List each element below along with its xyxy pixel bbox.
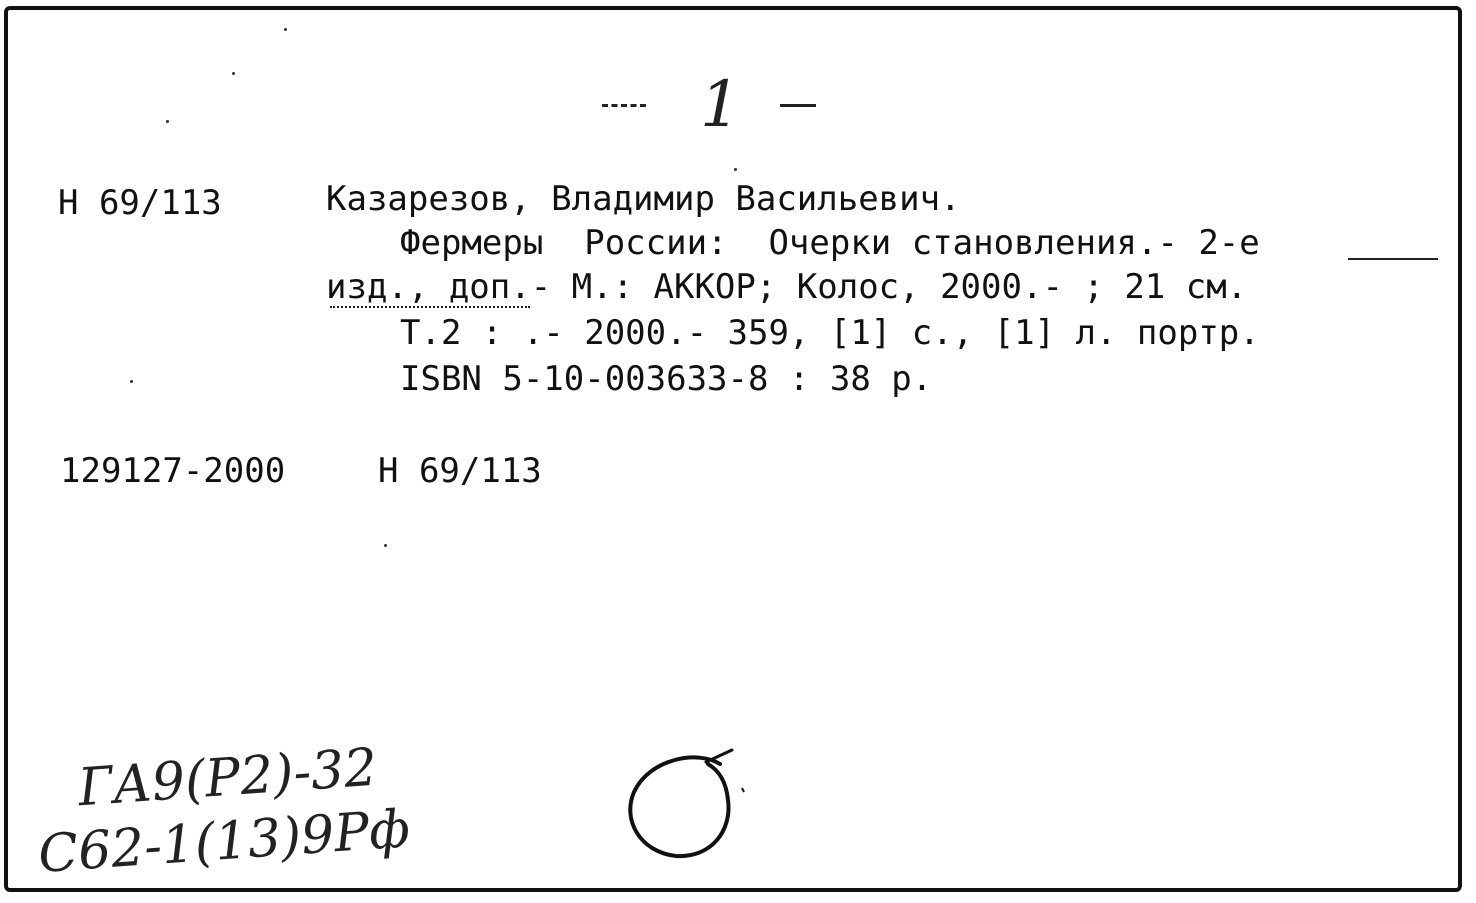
page-dash-right <box>780 104 816 107</box>
shelf-mark-bottom: Н 69/113 <box>378 451 542 491</box>
isbn-line: ISBN 5-10-003633-8 : 38 р. <box>400 359 933 399</box>
speck <box>232 72 235 75</box>
hand-drawn-circle-mark <box>620 740 760 870</box>
title-line-2: изд., доп.- М.: АККОР; Колос, 2000.- ; 21 см. <box>326 267 1248 307</box>
title-line-1: Фермеры России: Очерки становления.- 2-е <box>400 223 1260 263</box>
speck <box>384 544 387 547</box>
volume-line: Т.2 : .- 2000.- 359, [1] с., [1] л. портр. <box>400 313 1260 353</box>
speck <box>130 380 133 383</box>
underline-mark-dotted <box>330 306 530 308</box>
page-dash-left <box>602 104 646 107</box>
speck <box>284 28 287 31</box>
page-number: 1 <box>700 68 741 142</box>
author: Казарезов, Владимир Васильевич. <box>326 179 961 219</box>
handwritten-classification-2: С62-1(13)9Рф <box>36 799 412 885</box>
underline-mark <box>1348 258 1438 260</box>
accession-number: 129127-2000 <box>60 451 286 491</box>
speck <box>734 168 737 171</box>
shelf-mark: Н 69/113 <box>58 183 222 223</box>
speck <box>166 120 169 123</box>
handwritten-classification-1: ГА9(Р2)-32 <box>76 737 380 819</box>
